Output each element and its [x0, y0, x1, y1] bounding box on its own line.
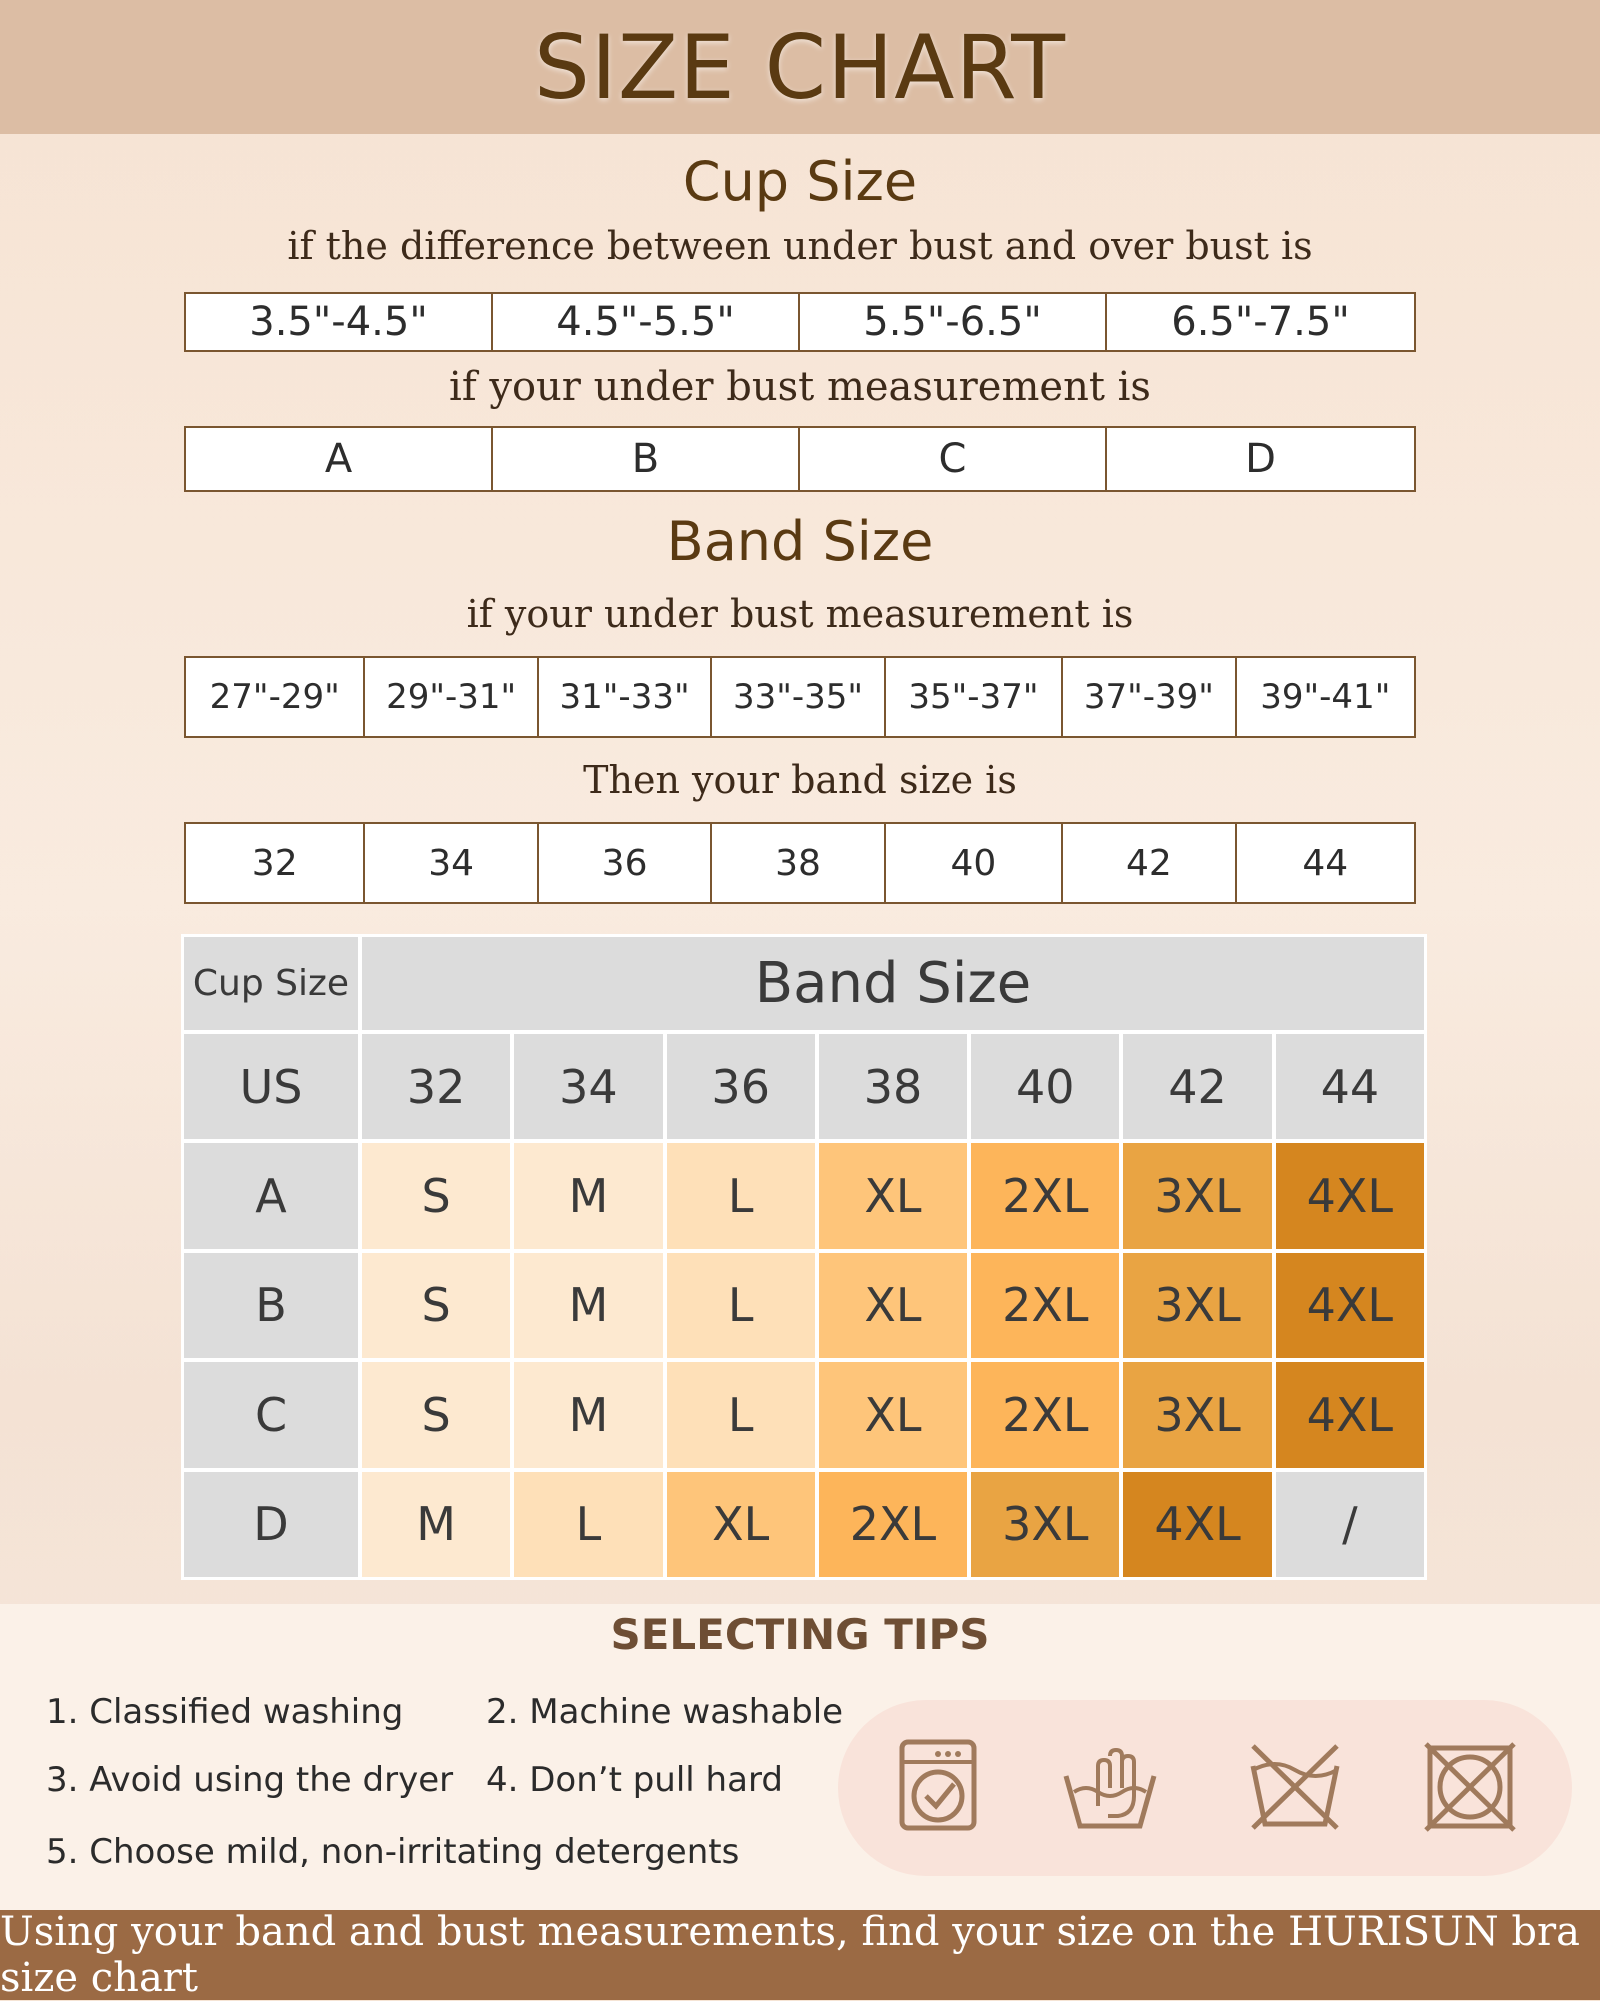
cup-difference-cell: 3.5"-4.5" [186, 294, 493, 350]
band-range-cell: 33"-35" [712, 658, 885, 736]
size-table-cup: C [184, 1362, 358, 1468]
band-size-cell: 38 [712, 824, 885, 902]
size-cell: L [667, 1362, 815, 1468]
cup-difference-cell: 6.5"-7.5" [1171, 299, 1350, 345]
band-size-cell: 36 [539, 824, 712, 902]
size-cell: M [514, 1143, 662, 1249]
cup-letter-cell: D [1245, 436, 1276, 482]
band-size-cell: 34 [365, 824, 538, 902]
cup-difference-cell: 5.5"-6.5" [800, 294, 1107, 350]
cup-difference-label: if the difference between under bust and over bust is [287, 224, 1313, 268]
cup-letter-row [184, 426, 1416, 492]
size-cell: / [1276, 1472, 1424, 1578]
size-cell: M [514, 1253, 662, 1359]
washing-machine-icon [890, 1736, 990, 1836]
band-range-cell: 27"-29" [186, 658, 365, 736]
cup-letter-cell: B [493, 428, 800, 490]
size-cell: XL [819, 1362, 967, 1468]
size-cell: M [514, 1362, 662, 1468]
size-table-band: 42 [1123, 1034, 1271, 1139]
tip-item: 1. Classified washing [46, 1692, 404, 1732]
band-range-cell: 29"-31" [365, 658, 538, 736]
size-table-band: 40 [971, 1034, 1119, 1139]
size-cell: S [362, 1143, 510, 1249]
band-under-bust-label: if your under bust measurement is [466, 592, 1134, 636]
band-result-label: Then your band size is [583, 758, 1017, 802]
band-range-cell: 31"-33" [539, 658, 712, 736]
header-banner [0, 0, 1600, 134]
band-range-cell: 39"-41" [1260, 677, 1391, 717]
size-table-band: 32 [362, 1034, 510, 1139]
size-cell: XL [819, 1253, 967, 1359]
size-cell: 2XL [819, 1472, 967, 1578]
size-cell: L [667, 1253, 815, 1359]
size-cell: XL [667, 1472, 815, 1578]
size-table-corner: Cup Size [184, 937, 358, 1030]
size-cell: 3XL [1123, 1253, 1271, 1359]
size-cell: 4XL [1276, 1143, 1424, 1249]
size-cell: L [667, 1143, 815, 1249]
size-table-band-header: Band Size [362, 937, 1424, 1030]
size-table-cup: A [184, 1143, 358, 1249]
band-size-cell: 42 [1063, 824, 1236, 902]
size-cell: S [362, 1253, 510, 1359]
do-not-tumble-dry-icon [1245, 1736, 1345, 1836]
tip-item: 5. Choose mild, non-irritating detergents [46, 1832, 740, 1872]
band-size-row [184, 822, 1416, 904]
cup-difference-cell: 4.5"-5.5" [493, 294, 800, 350]
footer-banner [0, 1910, 1600, 2000]
size-cell: M [362, 1472, 510, 1578]
cup-size-title: Cup Size [682, 150, 918, 213]
do-not-dry-icon [1420, 1736, 1520, 1836]
size-cell: XL [819, 1143, 967, 1249]
size-cell: 2XL [971, 1143, 1119, 1249]
footer-text: Using your band and bust measurements, find your size on the HURISUN bra size chart [0, 1909, 1580, 2001]
band-size-cell: 32 [186, 824, 365, 902]
band-range-row [184, 656, 1416, 738]
size-cell: 4XL [1276, 1362, 1424, 1468]
size-table-us-label: US [184, 1034, 358, 1139]
band-size-cell: 40 [886, 824, 1063, 902]
page-title: SIZE CHART [534, 15, 1066, 119]
band-range-cell: 35"-37" [886, 658, 1063, 736]
size-cell: 2XL [971, 1253, 1119, 1359]
cup-difference-row [184, 292, 1416, 352]
cup-letter-cell: C [800, 428, 1107, 490]
size-cell: 3XL [971, 1472, 1119, 1578]
size-cell: 3XL [1123, 1143, 1271, 1249]
size-table-cup: B [184, 1253, 358, 1359]
tip-item: 3. Avoid using the dryer [46, 1760, 454, 1800]
size-table-band: 36 [667, 1034, 815, 1139]
band-size-cell: 44 [1302, 842, 1349, 884]
tips-title: SELECTING TIPS [610, 1610, 990, 1659]
size-cell: 4XL [1276, 1253, 1424, 1359]
size-cell: 3XL [1123, 1362, 1271, 1468]
size-table-band: 38 [819, 1034, 967, 1139]
cup-letter-cell: A [186, 428, 493, 490]
size-table-cup: D [184, 1472, 358, 1578]
cup-under-bust-label: if your under bust measurement is [449, 364, 1151, 410]
hand-wash-icon [1060, 1736, 1160, 1836]
tip-item: 2. Machine washable [486, 1692, 844, 1732]
size-table-band: 44 [1276, 1034, 1424, 1139]
size-cell: 4XL [1123, 1472, 1271, 1578]
band-size-title: Band Size [666, 510, 934, 573]
band-range-cell: 37"-39" [1063, 658, 1236, 736]
size-cell: S [362, 1362, 510, 1468]
tip-item: 4. Don’t pull hard [486, 1760, 783, 1800]
size-cell: L [514, 1472, 662, 1578]
size-table-band: 34 [514, 1034, 662, 1139]
size-cell: 2XL [971, 1362, 1119, 1468]
size-table [181, 934, 1427, 1580]
